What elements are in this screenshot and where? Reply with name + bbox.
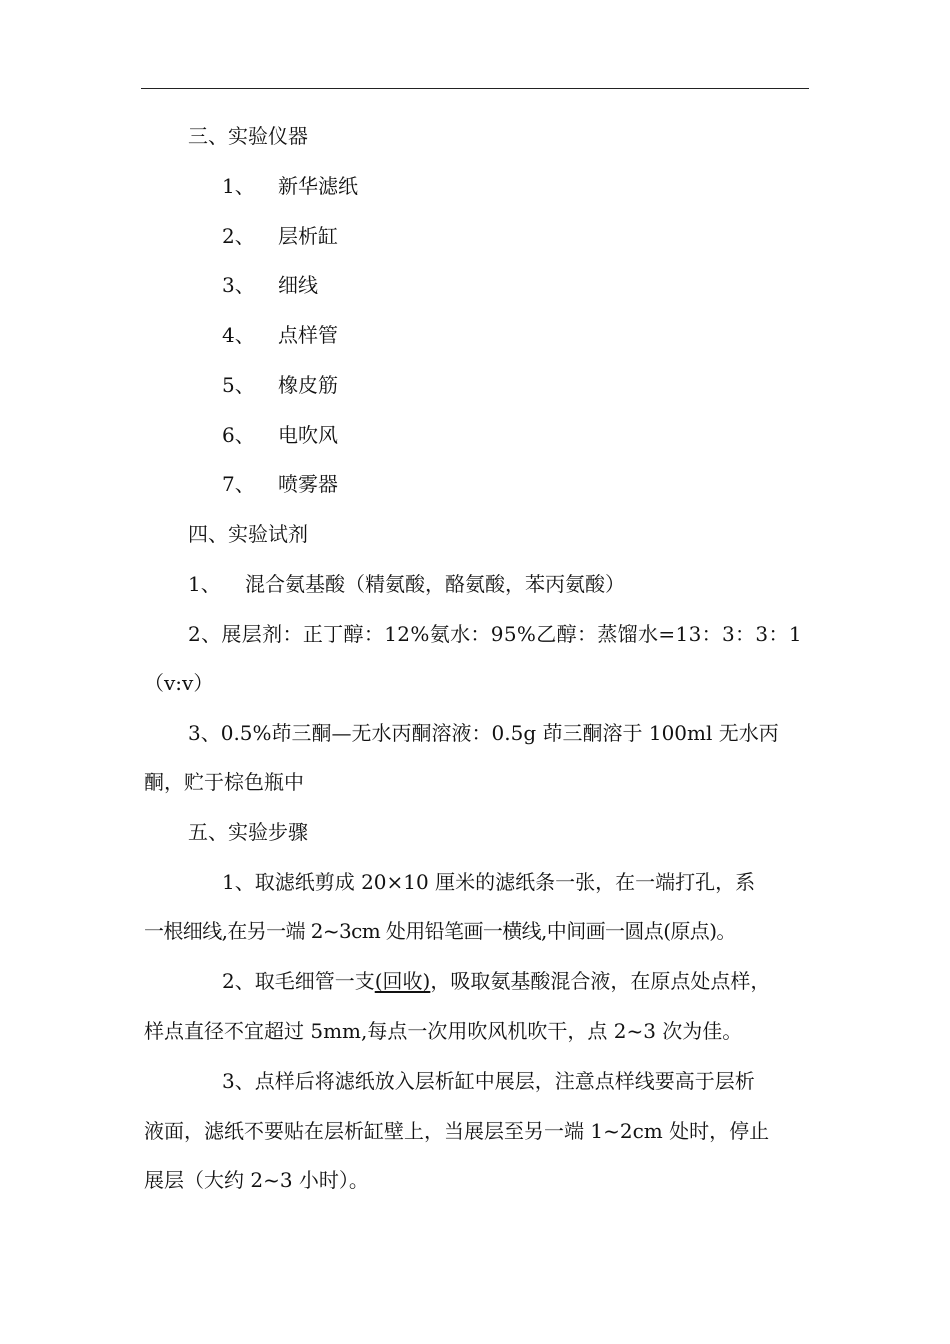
step-3-line-1: 3、点样后将滤纸放入层析缸中展层，注意点样线要高于层析	[222, 1069, 755, 1093]
instrument-num-2: 2、	[222, 224, 255, 248]
step-2-line-1	[222, 968, 770, 994]
reagent-text-1: 混合氨基酸（精氨酸，酪氨酸，苯丙氨酸）	[245, 572, 625, 596]
step-2-recycle-note: (回收)	[374, 969, 431, 993]
reagent-2-line-2: （v:v）	[144, 671, 214, 695]
reagent-3-line-1: 3、0.5%茚三酮—无水丙酮溶液：0.5g 茚三酮溶于 100ml 无水丙	[188, 721, 779, 745]
section-heading-instruments: 三、实验仪器	[188, 124, 308, 148]
instrument-num-3: 3、	[222, 273, 255, 297]
instrument-num-6: 6、	[222, 423, 255, 447]
section-heading-reagents: 四、实验试剂	[188, 522, 308, 546]
step-2-text-b: ，吸取氨基酸混合液，在原点处点样，	[430, 969, 771, 993]
instrument-label-3: 细线	[278, 273, 318, 297]
reagent-2-line-1: 2、展层剂：正丁醇：12%氨水：95%乙醇：蒸馏水=13：3：3：1	[188, 622, 802, 646]
step-1-line-2: 一根细线,在另一端 2~3cm 处用铅笔画一横线,中间画一圆点(原点)。	[144, 919, 736, 943]
instrument-label-6: 电吹风	[278, 423, 338, 447]
instrument-num-5: 5、	[222, 373, 255, 397]
step-3-line-2: 液面，滤纸不要贴在层析缸壁上，当展层至另一端 1~2cm 处时，停止	[144, 1119, 770, 1143]
instrument-num-7: 7、	[222, 472, 255, 496]
instrument-num-1: 1、	[222, 174, 255, 198]
header-rule	[141, 88, 809, 89]
reagent-num-1: 1、	[188, 572, 221, 596]
instrument-label-2: 层析缸	[278, 224, 338, 248]
instrument-label-4: 点样管	[278, 323, 338, 347]
instrument-label-5: 橡皮筋	[278, 373, 338, 397]
step-2-text-a: 2、取毛细管一支	[222, 969, 375, 993]
instrument-label-7: 喷雾器	[278, 472, 338, 496]
step-1-line-1: 1、取滤纸剪成 20×10 厘米的滤纸条一张，在一端打孔，系	[222, 870, 756, 894]
instrument-label-1: 新华滤纸	[278, 174, 358, 198]
reagent-3-line-2: 酮，贮于棕色瓶中	[144, 770, 304, 794]
step-2-line-2: 样点直径不宜超过 5mm,每点一次用吹风机吹干，点 2~3 次为佳。	[144, 1019, 743, 1043]
section-heading-steps: 五、实验步骤	[188, 820, 308, 844]
step-3-line-3: 展层（大约 2~3 小时）。	[144, 1168, 369, 1192]
instrument-num-4: 4、	[222, 323, 255, 347]
